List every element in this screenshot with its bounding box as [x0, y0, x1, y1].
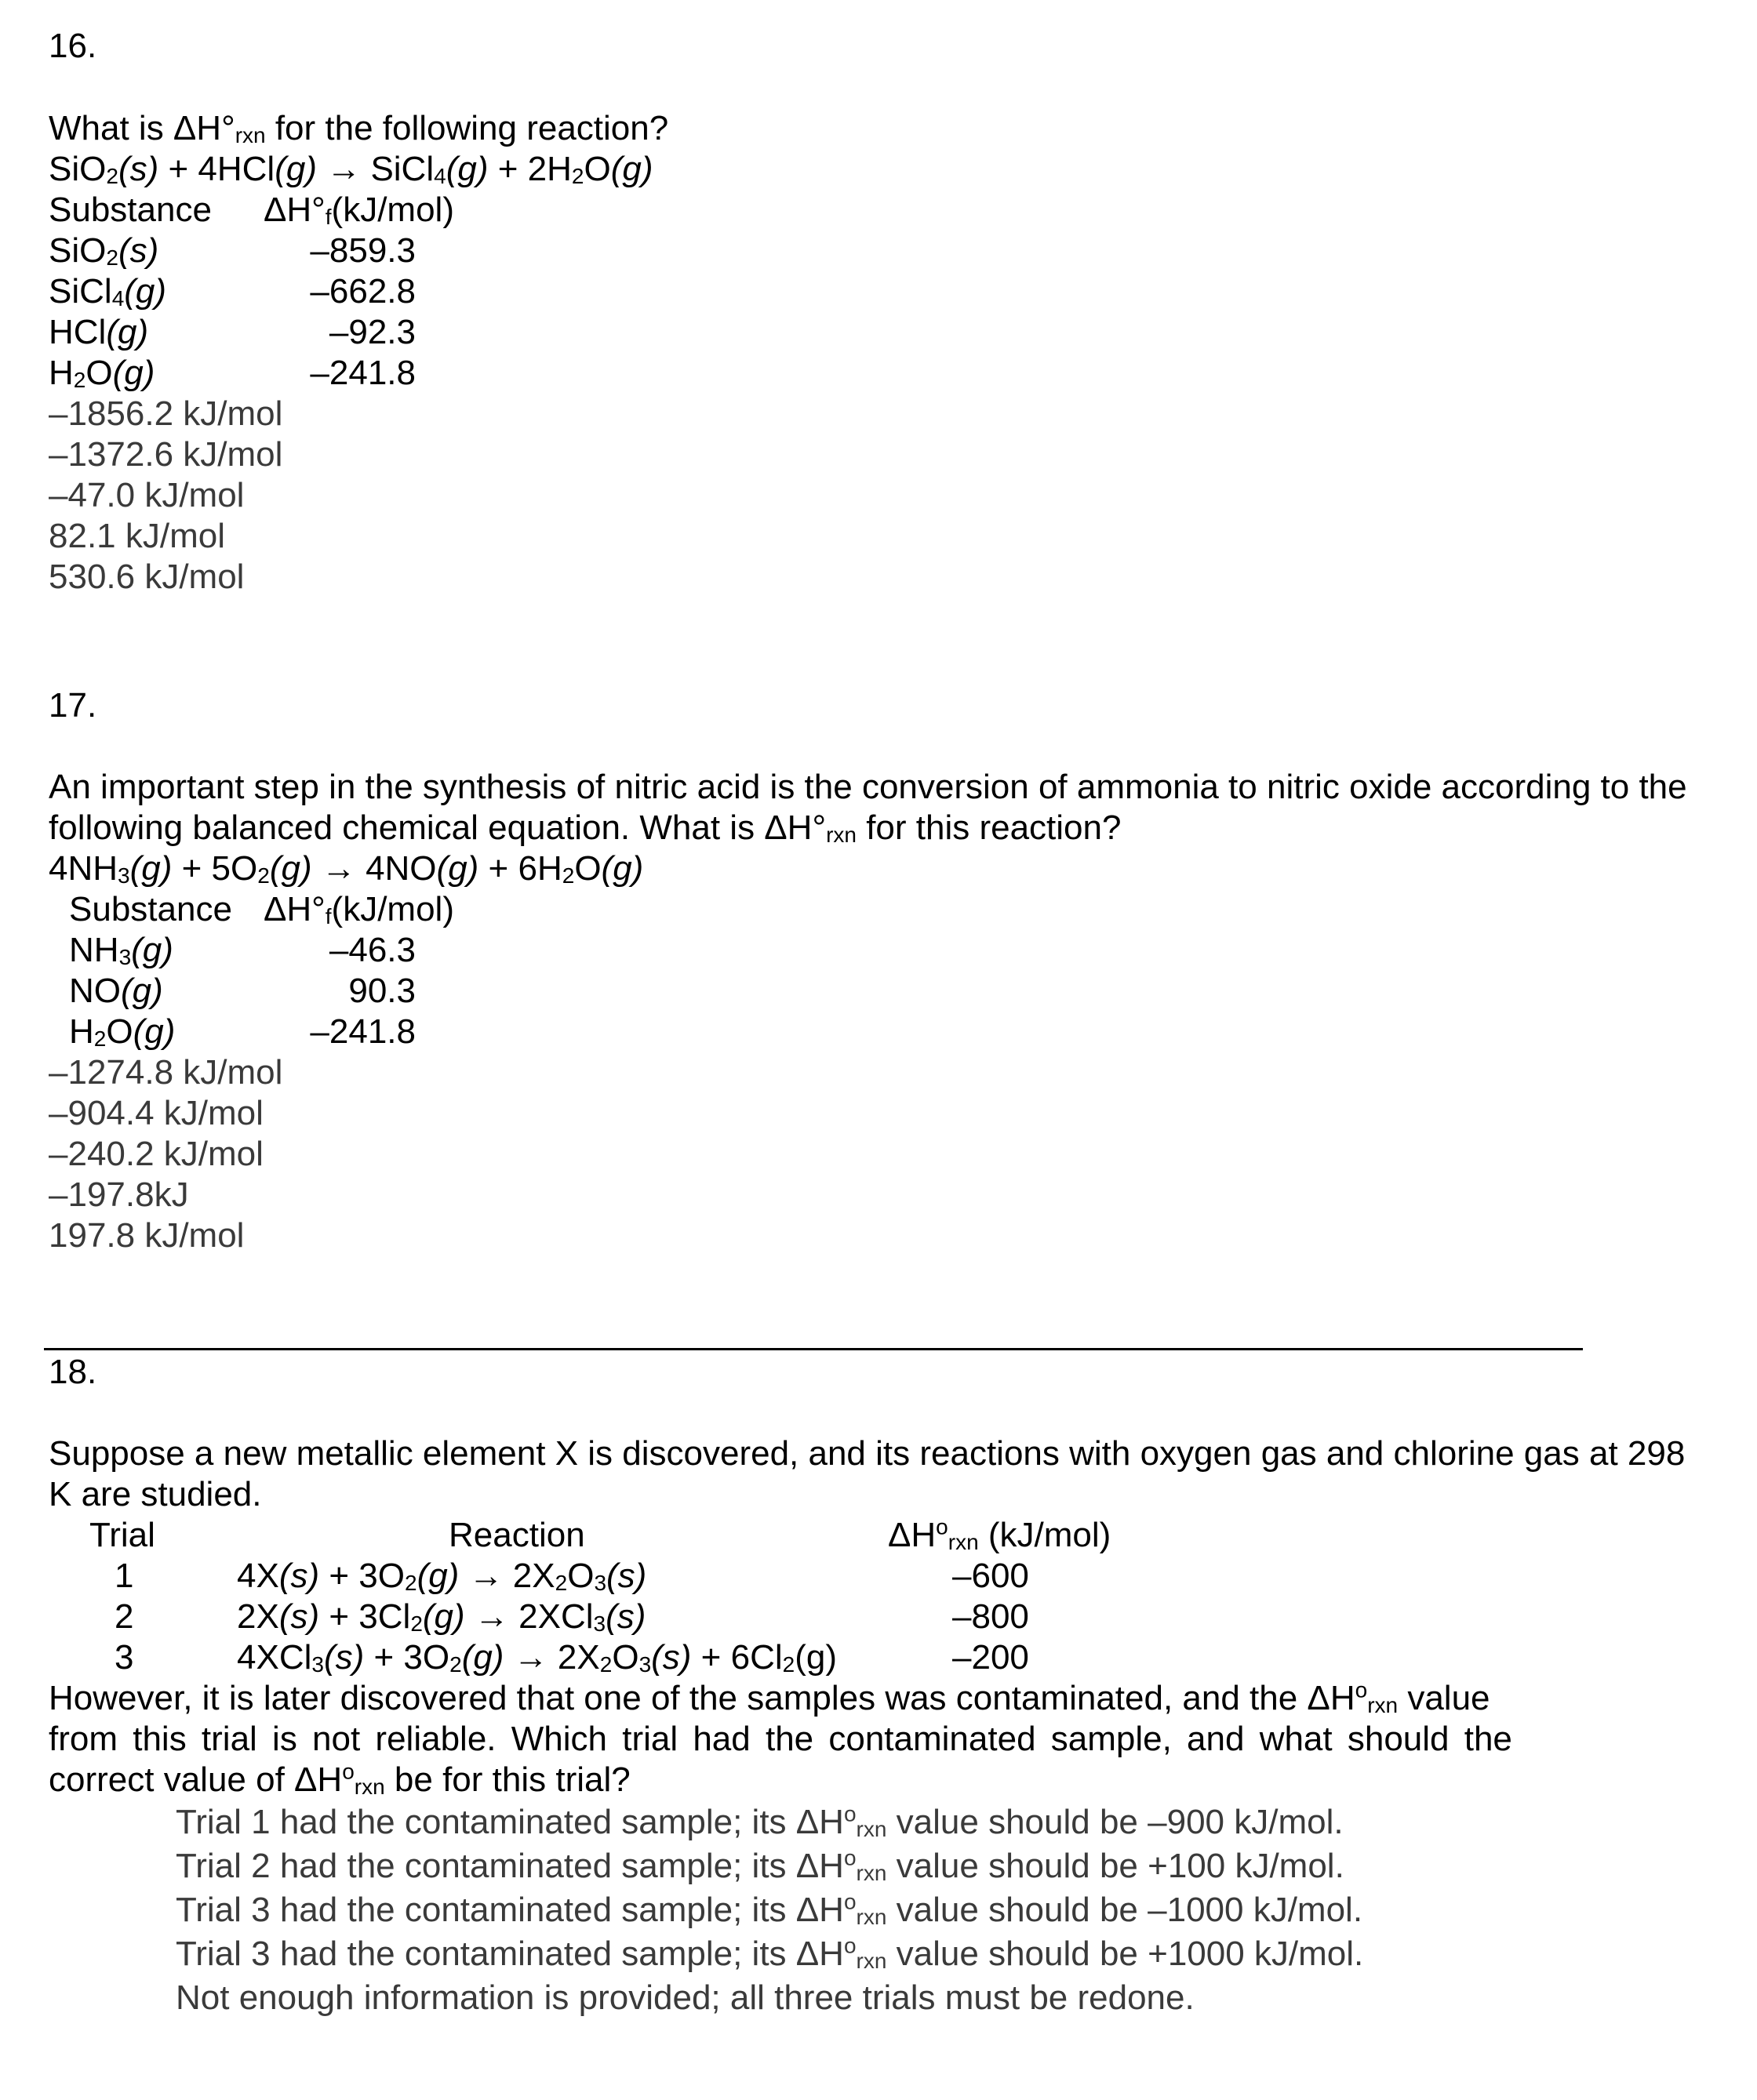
- question-18-header-trial: Trial: [89, 1516, 155, 1554]
- question-16-table-row-value: –241.8: [310, 354, 416, 392]
- question-16-answer-choice[interactable]: 82.1 kJ/mol: [49, 517, 225, 555]
- question-18-trial-3-value: –200: [952, 1638, 1029, 1677]
- question-17-equation: $4NH_3(g) + 5O_2(g) \to 4NO(g) + 6H_2O(g)$: [49, 849, 644, 888]
- question-18-header-reaction: Reaction: [449, 1516, 585, 1554]
- question-18-followup-line2: from this trial is not reliable. Which trial had the contaminated sample, and what should the: [49, 1720, 1512, 1758]
- question-16-table-header-substance: Substance: [49, 191, 212, 229]
- question-16-table-row-substance: $H_2O(g)$: [49, 354, 155, 392]
- question-18-reaction-1: $4X(s) + 3O_2(g) \to 2X_2O_3(s)$: [237, 1557, 647, 1595]
- question-18-header-dh: $\Delta H^o_{rxn}$ (kJ/mol): [888, 1514, 1111, 1554]
- question-16-answer-choice[interactable]: –1372.6 kJ/mol: [49, 435, 283, 474]
- section-divider: [44, 1348, 1583, 1350]
- question-17-table-row-substance: $NH_3(g)$: [69, 931, 173, 969]
- question-18-trial-1-number: 1: [115, 1557, 134, 1595]
- question-17-table-header-substance: Substance: [69, 890, 232, 928]
- question-18-prompt-line1: Suppose a new metallic element X is discovered, and its reactions with oxygen gas and chlorine gas at 298: [49, 1434, 1686, 1473]
- question-17-table-row-value: –46.3: [329, 931, 416, 969]
- question-18-trial-3-number: 3: [115, 1638, 134, 1677]
- question-17-number: 17.: [49, 686, 97, 725]
- question-16-answer-choice[interactable]: 530.6 kJ/mol: [49, 558, 245, 596]
- question-17-prompt-line2: following balanced chemical equation. What is $\Delta H^\circ_{rxn}$ for this reaction?: [49, 808, 1122, 847]
- question-16-table-row-value: –859.3: [310, 231, 416, 270]
- question-18-answer-choice[interactable]: Trial 3 had the contaminated sample; its $\Delta H^o_{rxn}$ value should be +1000 kJ/mol.: [176, 1933, 1364, 1973]
- question-18-trial-1-value: –600: [952, 1557, 1029, 1595]
- question-16-answer-choice[interactable]: –47.0 kJ/mol: [49, 476, 245, 514]
- question-16-table-row-substance: SiO$_2$(s): [49, 231, 159, 270]
- question-16-number: 16.: [49, 27, 97, 65]
- question-18-trial-2-value: –800: [952, 1597, 1029, 1636]
- question-18-answer-choice[interactable]: Trial 2 had the contaminated sample; its $\Delta H^o_{rxn}$ value should be +100 kJ/mol.: [176, 1845, 1344, 1885]
- question-18-followup-line1: However, it is later discovered that one of the samples was contaminated, and the $\Delta H^o_{rxn}$ value: [49, 1677, 1490, 1717]
- question-17-table-row-value: –241.8: [310, 1012, 416, 1051]
- question-18-followup-line3: correct value of $\Delta H^o_{rxn}$ be for this trial?: [49, 1759, 631, 1799]
- question-16-table-row-substance: SiCl$_4$(g): [49, 272, 167, 311]
- question-18-trial-2-number: 2: [115, 1597, 134, 1636]
- question-18-number: 18.: [49, 1353, 97, 1391]
- question-17-prompt-line1: An important step in the synthesis of nitric acid is the conversion of ammonia to nitric oxide according to the: [49, 768, 1687, 806]
- question-18-reaction-2: $2X(s) + 3Cl_2(g) \to 2XCl_3(s)$: [237, 1597, 646, 1636]
- question-18-answer-choice[interactable]: Trial 3 had the contaminated sample; its $\Delta H^o_{rxn}$ value should be –1000 kJ/mol.: [176, 1889, 1363, 1929]
- question-16-equation: SiO$_2$(s) + 4HCl(g) → SiCl$_4$(g) + $2H_2O(g)$: [49, 150, 653, 188]
- question-16-prompt: What is $\Delta H^\circ_{rxn}$ for the following reaction?: [49, 109, 669, 147]
- question-17-answer-choice[interactable]: –904.4 kJ/mol: [49, 1094, 264, 1132]
- question-16-table-header-dh: $\Delta H^\circ_f(kJ/mol)$: [264, 191, 454, 229]
- question-16-table-row-substance: HCl(g): [49, 313, 149, 351]
- question-16-answer-choice[interactable]: –1856.2 kJ/mol: [49, 394, 283, 433]
- question-18-answer-choice[interactable]: Trial 1 had the contaminated sample; its $\Delta H^o_{rxn}$ value should be –900 kJ/mol.: [176, 1801, 1344, 1841]
- question-17-table-row-substance: $H_2O(g)$: [69, 1012, 176, 1051]
- question-16-table-row-value: –92.3: [329, 313, 416, 351]
- question-17-table-header-dh: $\Delta H^\circ_f(kJ/mol)$: [264, 890, 454, 928]
- question-17-table-row-substance: NO(g): [69, 972, 163, 1010]
- question-18-reaction-3: $4XCl_3(s) + 3O_2(g) \to 2X_2O_3(s) + 6Cl_2(g)$: [237, 1638, 837, 1677]
- question-16-table-row-value: –662.8: [310, 272, 416, 311]
- question-18-answer-choice[interactable]: Not enough information is provided; all three trials must be redone.: [176, 1978, 1195, 2017]
- question-17-answer-choice[interactable]: –197.8kJ: [49, 1175, 189, 1214]
- question-18-prompt-line2: K are studied.: [49, 1475, 262, 1513]
- question-17-table-row-value: 90.3: [348, 972, 416, 1010]
- question-17-answer-choice[interactable]: 197.8 kJ/mol: [49, 1216, 245, 1255]
- question-17-answer-choice[interactable]: –240.2 kJ/mol: [49, 1135, 264, 1173]
- question-17-answer-choice[interactable]: –1274.8 kJ/mol: [49, 1053, 283, 1092]
